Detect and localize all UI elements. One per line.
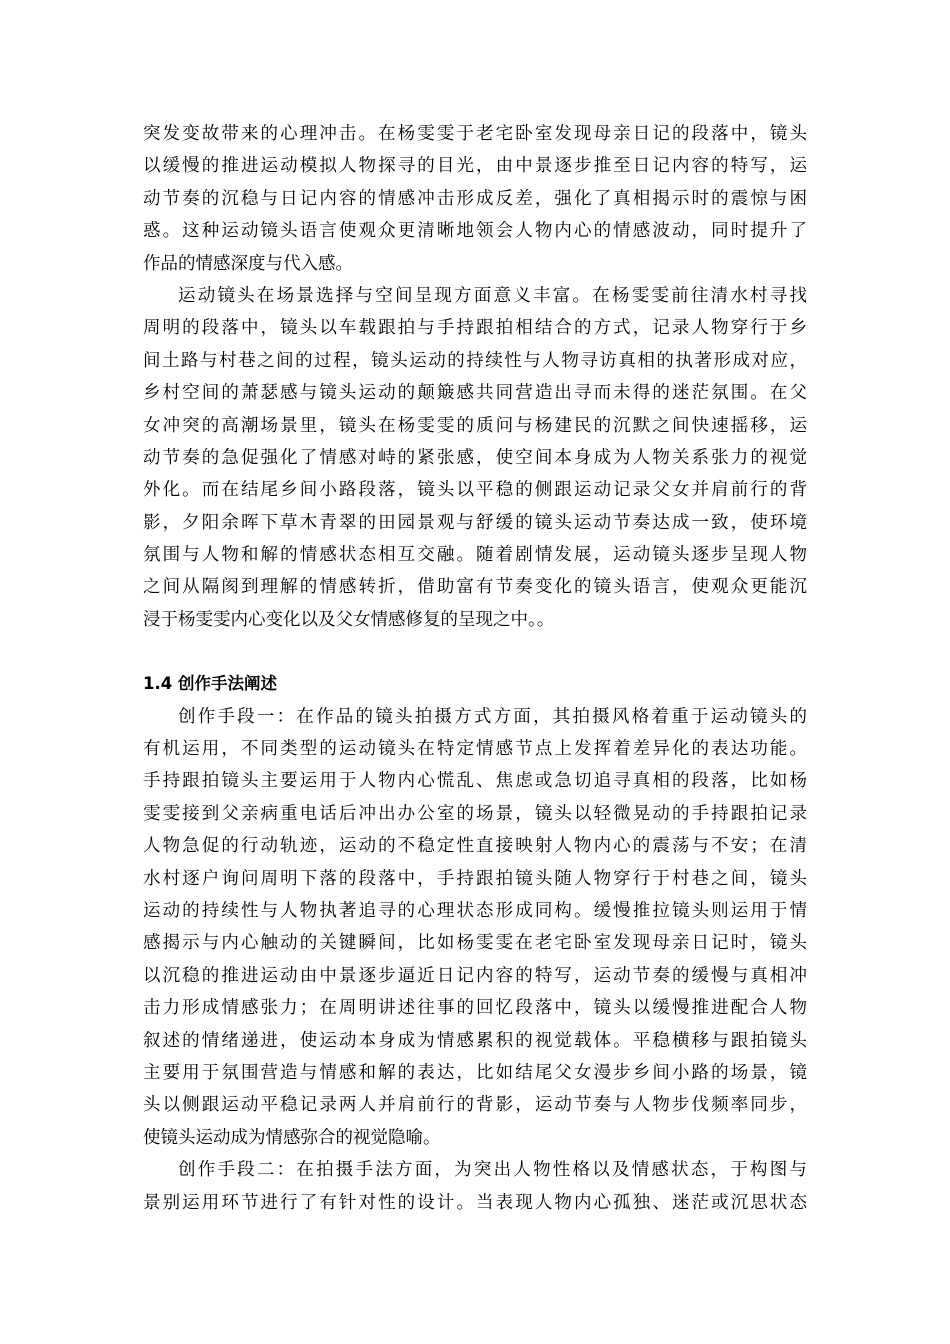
section-paragraph-1 [143,701,807,1154]
text-line: 影，夕阳余晖下草木青翠的田园景观与舒缓的镜头运动节奏达成一致，使环境 [143,512,807,533]
text-line: 叙述的情绪递进，使运动本身成为情感累积的视觉载体。平稳横移与跟拍镜头 [143,1030,807,1051]
text-line: 周明的段落中，镜头以车载跟拍与手持跟拍相结合的方式，记录人物穿行于乡 [143,318,807,339]
text-line: 手持跟拍镜头主要运用于人物内心慌乱、焦虑或急切追寻真相的段落，比如杨 [143,771,807,792]
text-line: 雯雯接到父亲病重电话后冲出办公室的场景，镜头以轻微晃动的手持跟拍记录 [143,803,807,824]
text-line: 人物急促的行动轨迹，运动的不稳定性直接映射人物内心的震荡与不安；在清 [143,836,807,857]
text-line: 景别运用环节进行了有针对性的设计。当表现人物内心孤独、迷茫或沉思状态 [143,1192,807,1213]
document-page [143,118,807,1219]
text-line: 水村逐户询问周明下落的段落中，手持跟拍镜头随人物穿行于村巷之间，镜头 [143,868,807,889]
paragraph-2 [143,280,807,636]
text-line: 惑。这种运动镜头语言使观众更清晰地领会人物内心的情感波动，同时提升了 [143,221,807,242]
text-line: 动节奏的急促强化了情感对峙的紧张感，使空间本身成为人物关系张力的视觉 [143,447,807,468]
text-line: 创作手段二：在拍摄手法方面，为突出人物性格以及情感状态，于构图与 [178,1160,807,1181]
text-line: 运动镜头在场景选择与空间呈现方面意义丰富。在杨雯雯前往清水村寻找 [178,285,807,306]
text-line: 女冲突的高潮场景里，镜头在杨雯雯的质问与杨建民的沉默之间快速摇移，运 [143,415,807,436]
text-line: 使镜头运动成为情感弥合的视觉隐喻。 [143,1127,441,1148]
text-line: 浸于杨雯雯内心变化以及父女情感修复的呈现之中。。 [143,609,555,630]
text-line: 有机运用，不同类型的运动镜头在特定情感节点上发挥着差异化的表达功能。 [143,739,807,760]
text-line: 突发变故带来的心理冲击。在杨雯雯于老宅卧室发现母亲日记的段落中，镜头 [143,124,807,144]
text-line: 动节奏的沉稳与日记内容的情感冲击形成反差，强化了真相揭示时的震惊与困 [143,188,807,209]
section-paragraph-2 [143,1154,807,1219]
text-line: 乡村空间的萧瑟感与镜头运动的颠簸感共同营造出寻而未得的迷茫氛围。在父 [143,383,807,404]
text-line: 之间从隔阂到理解的情感转折，借助富有节奏变化的镜头语言，使观众更能沉 [143,577,807,598]
text-line: 感揭示与内心触动的关键瞬间，比如杨雯雯在老宅卧室发现母亲日记时，镜头 [143,933,807,954]
text-line: 主要用于氛围营造与情感和解的表达，比如结尾父女漫步乡间小路的场景，镜 [143,1062,807,1083]
text-line: 间土路与村巷之间的过程，镜头运动的持续性与人物寻访真相的执著形成对应， [143,350,807,371]
text-line: 以沉稳的推进运动由中景逐步逼近日记内容的特写，运动节奏的缓慢与真相冲 [143,965,807,986]
text-line: 以缓慢的推进运动模拟人物探寻的目光，由中景逐步推至日记内容的特写，运 [143,156,807,177]
text-line: 创作手段一：在作品的镜头拍摄方式方面，其拍摄风格着重于运动镜头的 [178,706,807,727]
paragraph-1 [143,118,807,280]
text-line: 氛围与人物和解的情感状态相互交融。随着剧情发展，运动镜头逐步呈现人物 [143,545,807,566]
text-line: 作品的情感深度与代入感。 [143,253,353,274]
text-line: 外化。而在结尾乡间小路段落，镜头以平稳的侧跟运动记录父女并肩前行的背 [143,480,807,501]
text-line: 运动的持续性与人物执著追寻的心理状态形成同构。缓慢推拉镜头则运用于情 [143,900,807,921]
section-heading: 1.4 创作手法阐述 [143,674,277,694]
text-line: 击力形成情感张力；在周明讲述往事的回忆段落中，镜头以缓慢推进配合人物 [143,998,807,1019]
spacer [143,636,807,668]
text-line: 头以侧跟运动平稳记录两人并肩前行的背影，运动节奏与人物步伐频率同步， [143,1095,807,1116]
